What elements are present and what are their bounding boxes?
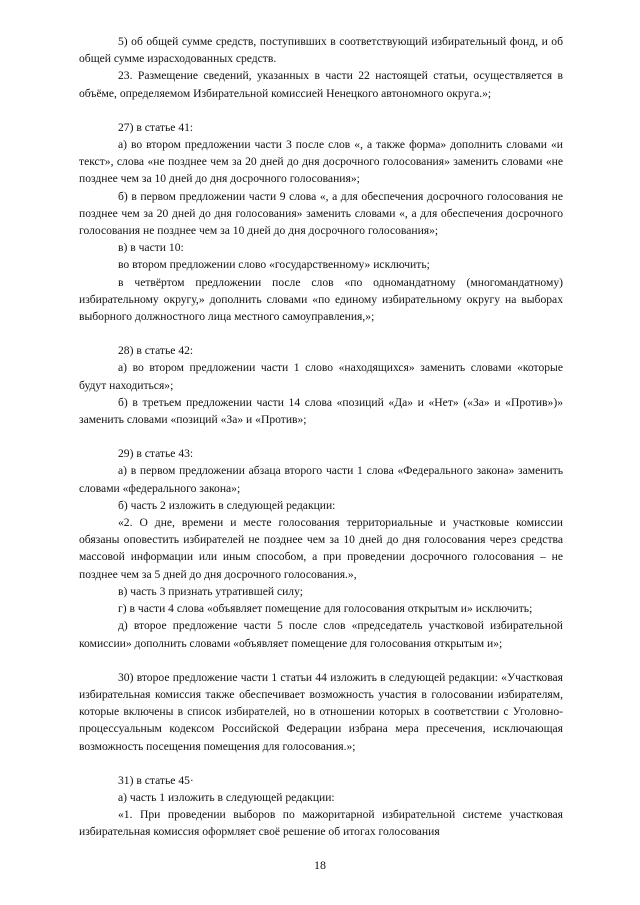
paragraph-item-29-quote: «2. О дне, времени и месте голосования территориальные и участковые комиссии обязаны оповестить избирателей не позднее чем за 10 дней до дня голосования через средства массовой информации или иным способом, а при проведении досрочного голосования – не позднее чем за 5 дней до дня досрочного голосования.», <box>79 516 563 581</box>
paragraph-item-27-b: б) в первом предложении части 9 слова «, а для обеспечения досрочного голосования не позднее чем за 20 дней до дня голосования» заменить словами «, а для обеспечения досрочного голосования не позднее чем за 10 дней до дня досрочного голосования»; <box>79 189 563 238</box>
paragraph-item-27-v: в) в части 10: <box>118 241 184 255</box>
paragraph-spacer <box>79 755 563 772</box>
paragraph-item-29-a: а) в первом предложении абзаца второго части 1 слова «Федерального закона» заменить словами «федерального закона»; <box>79 464 563 495</box>
paragraph-item-31-quote: «1. При проведении выборов по мажоритарной избирательной системе участковая избирательная комиссия оформляет своё решение об итогах голосования <box>79 808 563 839</box>
paragraph-spacer <box>79 652 563 669</box>
paragraph-item-29-d: д) второе предложение части 5 после слов «председатель участковой избирательной комиссии» дополнить словами «объявляет помещение для голосования открытым и»; <box>79 619 563 650</box>
paragraph-spacer <box>79 428 563 445</box>
paragraph-item-27-v-2: в четвёртом предложении после слов «по одномандатному (многомандатному) избирательному округу,» дополнить словами «по единому избирательному округу на выборах выборного должностного лица местного самоуправления,»; <box>79 275 563 324</box>
paragraph-item-28-b: б) в третьем предложении части 14 слова «позиций «Да» и «Нет» («За» и «Против»)» заменить словами «позиций «За» и «Против»; <box>79 395 563 427</box>
paragraph-item-23: 23. Размещение сведений, указанных в части 22 настоящей статьи, осуществляется в объёме, определяемом Избирательной комиссией Ненецкого автономного округа.»; <box>79 69 563 100</box>
paragraph-item-27: 27) в статье 41: <box>118 120 194 134</box>
paragraph-item-29: 29) в статье 43: <box>118 447 194 461</box>
paragraph-item-27-a: а) во втором предложении части 3 после слов «, а также форма» дополнить словами «и текст», слова «не позднее чем за 20 дней до дня досрочного голосования» заменить словами «не позднее чем за 10 дней до дня досрочного голосования»; <box>79 138 563 186</box>
paragraph-item-28: 28) в статье 42: <box>118 344 194 358</box>
paragraph-item-28-a: а) во втором предложении части 1 слово «находящихся» заменить словами «которые будут находиться»; <box>79 361 563 392</box>
paragraph-item-31-a: а) часть 1 изложить в следующей редакции: <box>118 790 335 804</box>
paragraph-item-29-g: г) в части 4 слова «объявляет помещение для голосования открытым и» исключить; <box>118 602 533 616</box>
page-number: 18 <box>314 858 326 872</box>
paragraph-item-5: 5) об общей сумме средств, поступивших в соответствующий избирательный фонд, и об общей сумме израсходованных средств. <box>79 35 563 66</box>
document-body <box>79 33 563 841</box>
paragraph-item-29-v: в) часть 3 признать утратившей силу; <box>118 584 303 598</box>
paragraph-item-29-b: б) часть 2 изложить в следующей редакции: <box>118 498 336 512</box>
paragraph-item-31: 31) в статье 45· <box>118 773 194 787</box>
paragraph-spacer <box>79 102 563 119</box>
paragraph-spacer <box>79 325 563 342</box>
paragraph-item-27-v-1: во втором предложении слово «государственному» исключить; <box>118 258 430 272</box>
paragraph-item-30: 30) второе предложение части 1 статьи 44 изложить в следующей редакции: «Участковая избирательная комиссия также обеспечивает возможность участия в голосовании избирателям, которые включены в список избирателей, но в отношении которых в соответствии с Уголовно-процессуальным кодексом Российской Федерации избрана мера пресечения, исключающая возможность посещения помещения для голосования.»; <box>79 670 563 753</box>
